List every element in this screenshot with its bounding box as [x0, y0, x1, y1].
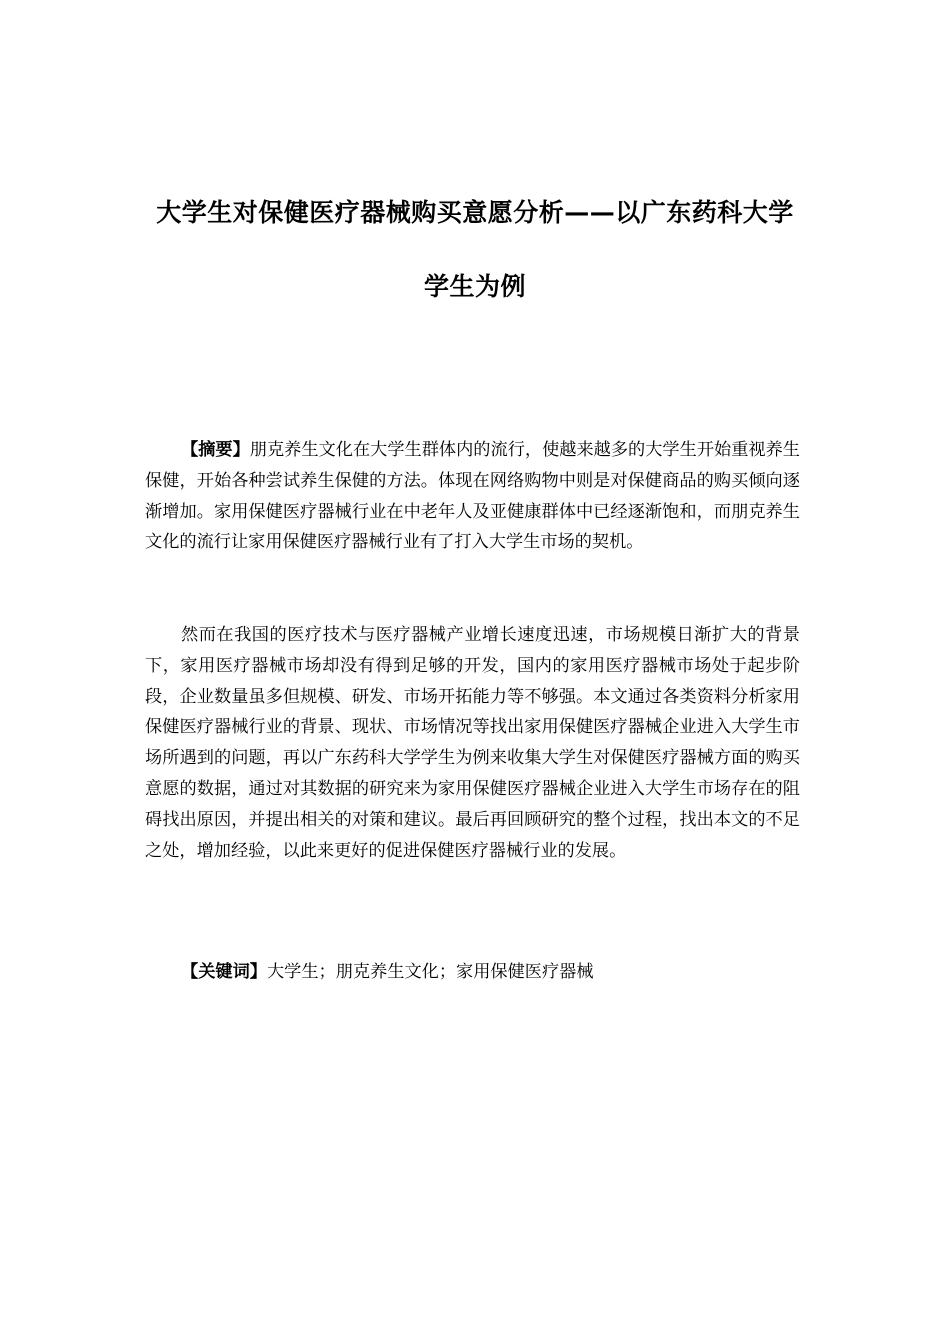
abstract-section — [145, 435, 800, 558]
keywords-text: 大学生；朋克养生文化；家用保健医疗器械 — [266, 962, 594, 982]
abstract-label: 【摘要】 — [181, 440, 250, 460]
paragraph-2-text: 然而在我国的医疗技术与医疗器械产业增长速度迅速，市场规模日渐扩大的背景下，家用医疗器械市场却没有得到足够的开发，国内的家用医疗器械市场处于起步阶段，企业数量虽多但规模、研发、市场开拓能力等不够强。本文通过各类资料分析家用保健医疗器械行业的背景、现状、市场情况等找出家用保健医疗器械企业进入大学生市场所遇到的问题，再以广东药科大学学生为例来收集大学生对保健医疗器械方面的购买意愿的数据，通过对其数据的研究来为家用保健医疗器械企业进入大学生市场存在的阻碍找出原因，并提出相关的对策和建议。最后再回顾研究的整个过程，找出本文的不足之处，增加经验，以此来更好的促进保健医疗器械行业的发展。 — [145, 625, 800, 861]
abstract-paragraph — [145, 435, 800, 558]
keywords-paragraph — [145, 957, 800, 988]
keywords-section — [145, 957, 800, 988]
body-paragraph-2 — [145, 620, 800, 866]
document-title-line-2: 学生为例 — [423, 272, 526, 301]
document-title-line-1: 大学生对保健医疗器械购买意愿分析——以广东药科大学 — [156, 198, 794, 227]
keywords-label: 【关键词】 — [181, 962, 267, 982]
abstract-text: 朋克养生文化在大学生群体内的流行，使越来越多的大学生开始重视养生保健，开始各种尝试养生保健的方法。体现在网络购物中则是对保健商品的购买倾向逐渐增加。家用保健医疗器械行业在中老年人及亚健康群体中已经逐渐饱和，而朋克养生文化的流行让家用保健医疗器械行业有了打入大学生市场的契机。 — [145, 440, 800, 553]
